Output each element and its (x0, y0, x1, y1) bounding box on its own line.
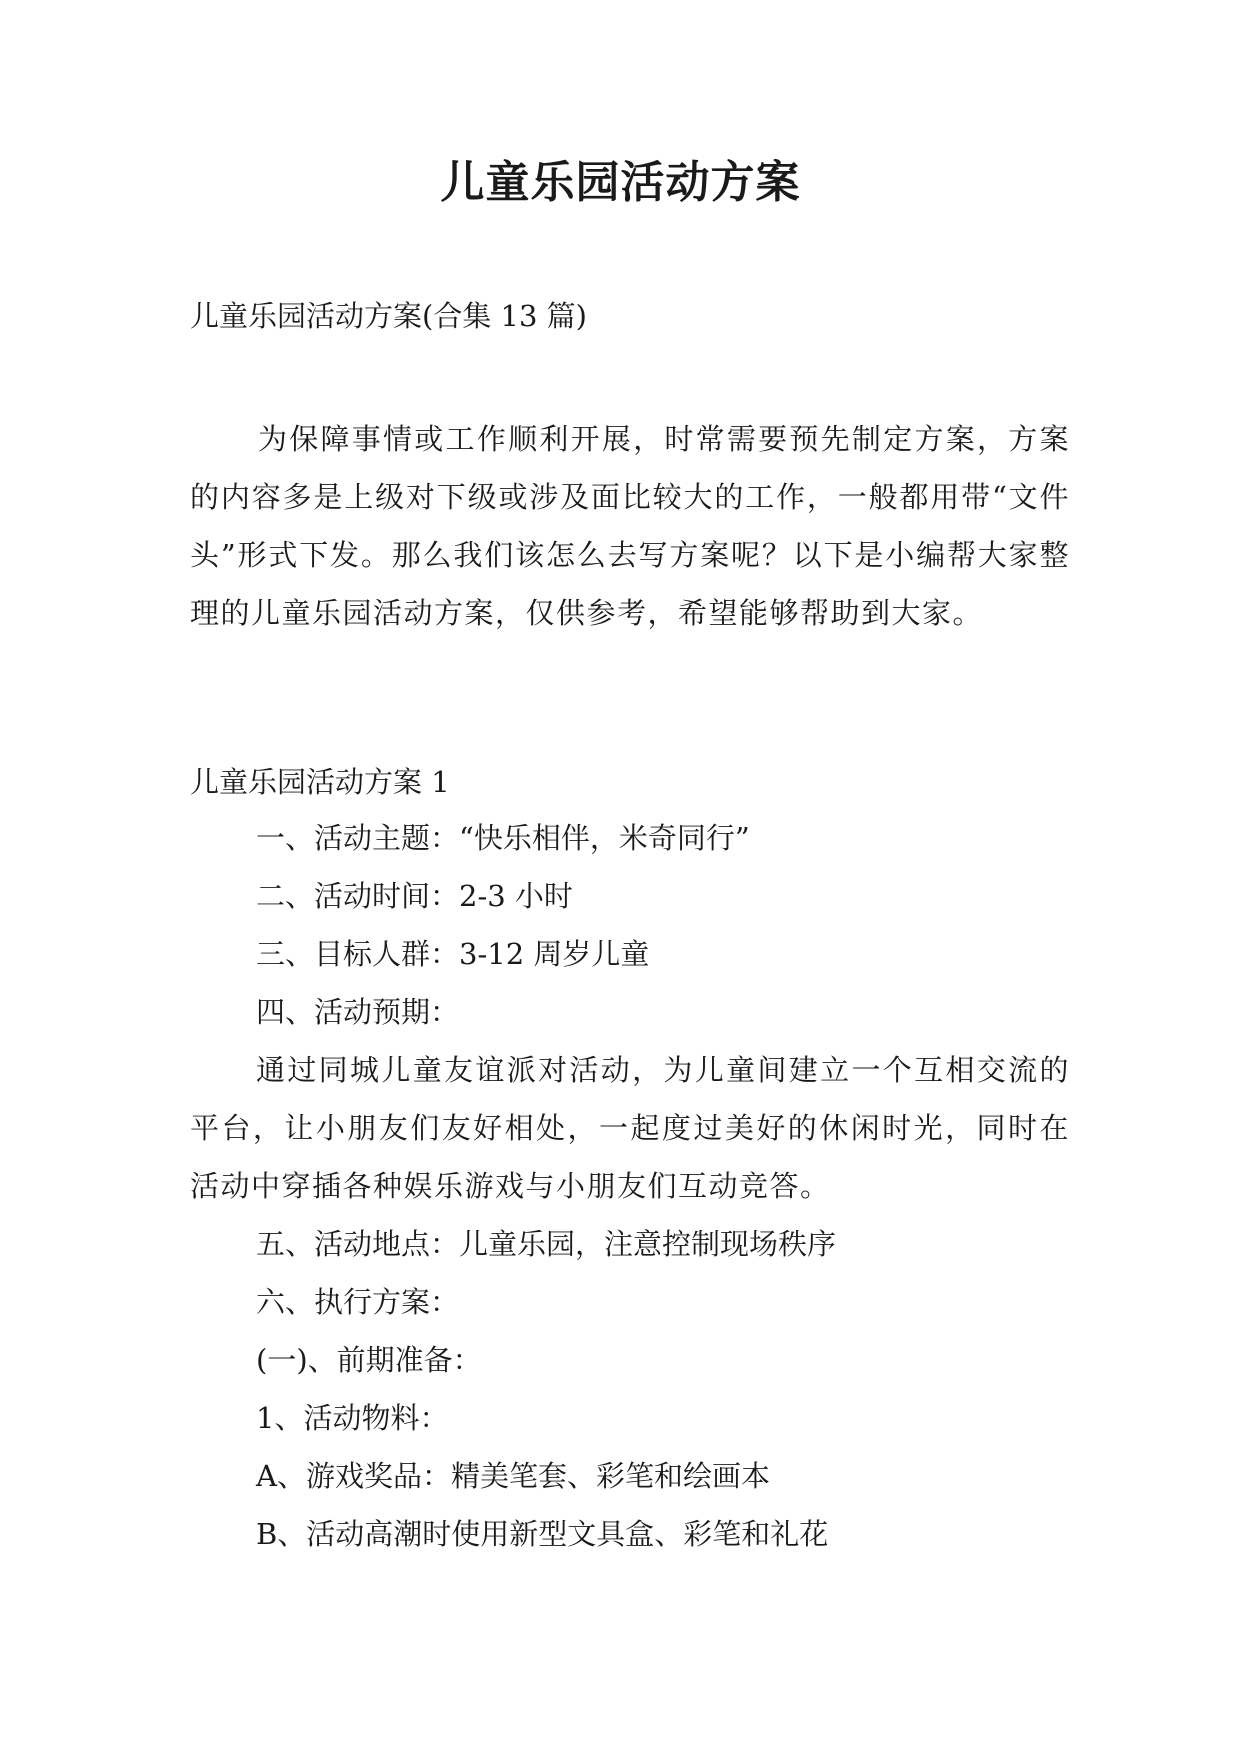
item-materials: 1、活动物料： (256, 1401, 449, 1435)
item-expectation: 四、活动预期： (256, 995, 460, 1029)
intro-paragraph: 为保障事情或工作顺利开展，时常需要预先制定方案，方案的内容多是上级对下级或涉及面比较大的工作，一般都用带“文件头”形式下发。那么我们该怎么去写方案呢？以下是小编帮大家整理的儿童乐园活动方案，仅供参考，希望能够帮助到大家。 (190, 422, 1070, 630)
item-plan: 六、执行方案： (256, 1285, 460, 1319)
item-location: 五、活动地点：儿童乐园，注意控制现场秩序 (256, 1227, 837, 1261)
item-climax: B、活动高潮时使用新型文具盒、彩笔和礼花 (256, 1517, 829, 1551)
expectation-paragraph: 通过同城儿童友谊派对活动，为儿童间建立一个互相交流的平台，让小朋友们友好相处，一起度过美好的休闲时光，同时在活动中穿插各种娱乐游戏与小朋友们互动竞答。 (190, 1053, 1070, 1203)
document-title: 儿童乐园活动方案 (440, 157, 801, 208)
item-prep: (一)、前期准备： (256, 1343, 482, 1377)
item-prizes: A、游戏奖品：精美笔套、彩笔和绘画本 (256, 1459, 770, 1493)
document-subtitle: 儿童乐园活动方案(合集 13 篇) (190, 299, 587, 333)
item-theme: 一、活动主题：“快乐相伴，米奇同行” (256, 821, 750, 855)
item-time: 二、活动时间：2-3 小时 (256, 879, 573, 913)
item-audience: 三、目标人群：3-12 周岁儿童 (256, 937, 650, 971)
section-heading: 儿童乐园活动方案 1 (190, 765, 450, 799)
